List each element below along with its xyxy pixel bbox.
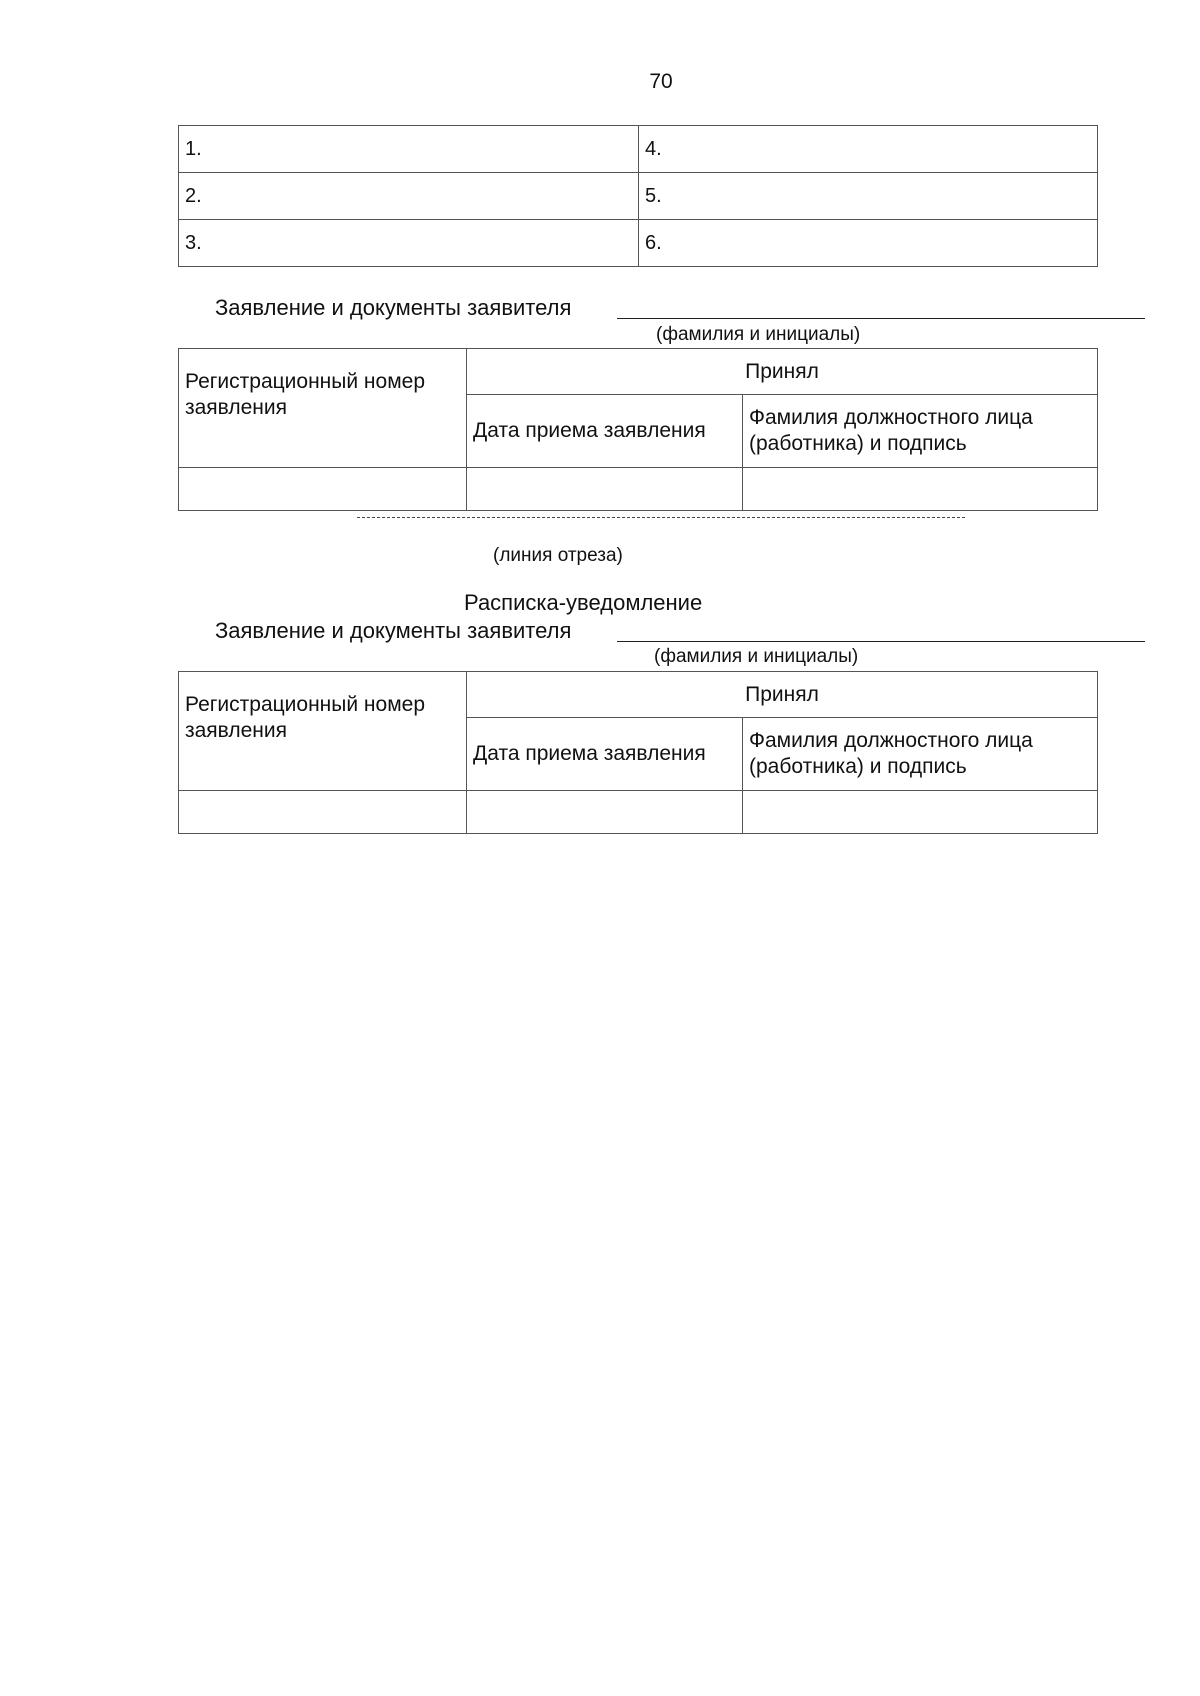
receipt-title: Расписка-уведомление xyxy=(464,590,703,615)
accepted-header: Принял xyxy=(467,349,1098,395)
reg-number-header: Регистрационный номер заявления xyxy=(179,349,467,468)
date-cell[interactable] xyxy=(467,468,743,511)
document-cell[interactable]: 4. xyxy=(639,126,1098,173)
registration-table xyxy=(178,671,1098,834)
official-header: Фамилия должностного лица (работника) и подпись xyxy=(743,395,1098,468)
applicant-name-field[interactable] xyxy=(617,641,1145,642)
cut-line xyxy=(357,517,965,518)
table-row xyxy=(179,791,1098,834)
applicant-name-field[interactable] xyxy=(617,318,1145,319)
table-row xyxy=(179,468,1098,511)
document-cell[interactable]: 5. xyxy=(639,173,1098,220)
name-caption: (фамилия и инициалы) xyxy=(654,646,859,667)
cut-line-caption: (линия отреза) xyxy=(493,545,623,566)
applicant-label: Заявление и документы заявителя xyxy=(215,618,572,643)
official-cell[interactable] xyxy=(743,791,1098,834)
table-row xyxy=(179,349,1098,395)
date-cell[interactable] xyxy=(467,791,743,834)
accepted-header: Принял xyxy=(467,672,1098,718)
official-cell[interactable] xyxy=(743,468,1098,511)
official-header: Фамилия должностного лица (работника) и подпись xyxy=(743,718,1098,791)
document-cell[interactable]: 1. xyxy=(179,126,639,173)
table-row xyxy=(179,672,1098,718)
document-cell[interactable]: 3. xyxy=(179,220,639,267)
date-header: Дата приема заявления xyxy=(467,718,743,791)
table-row xyxy=(179,126,1098,173)
reg-number-cell[interactable] xyxy=(179,791,467,834)
documents-list-table xyxy=(178,125,1098,267)
date-header: Дата приема заявления xyxy=(467,395,743,468)
applicant-label: Заявление и документы заявителя xyxy=(215,295,572,320)
page-number: 70 xyxy=(649,70,673,93)
table-row xyxy=(179,220,1098,267)
document-cell[interactable]: 6. xyxy=(639,220,1098,267)
reg-number-cell[interactable] xyxy=(179,468,467,511)
name-caption: (фамилия и инициалы) xyxy=(656,324,861,345)
document-cell[interactable]: 2. xyxy=(179,173,639,220)
registration-table xyxy=(178,348,1098,511)
table-row xyxy=(179,173,1098,220)
reg-number-header: Регистрационный номер заявления xyxy=(179,672,467,791)
